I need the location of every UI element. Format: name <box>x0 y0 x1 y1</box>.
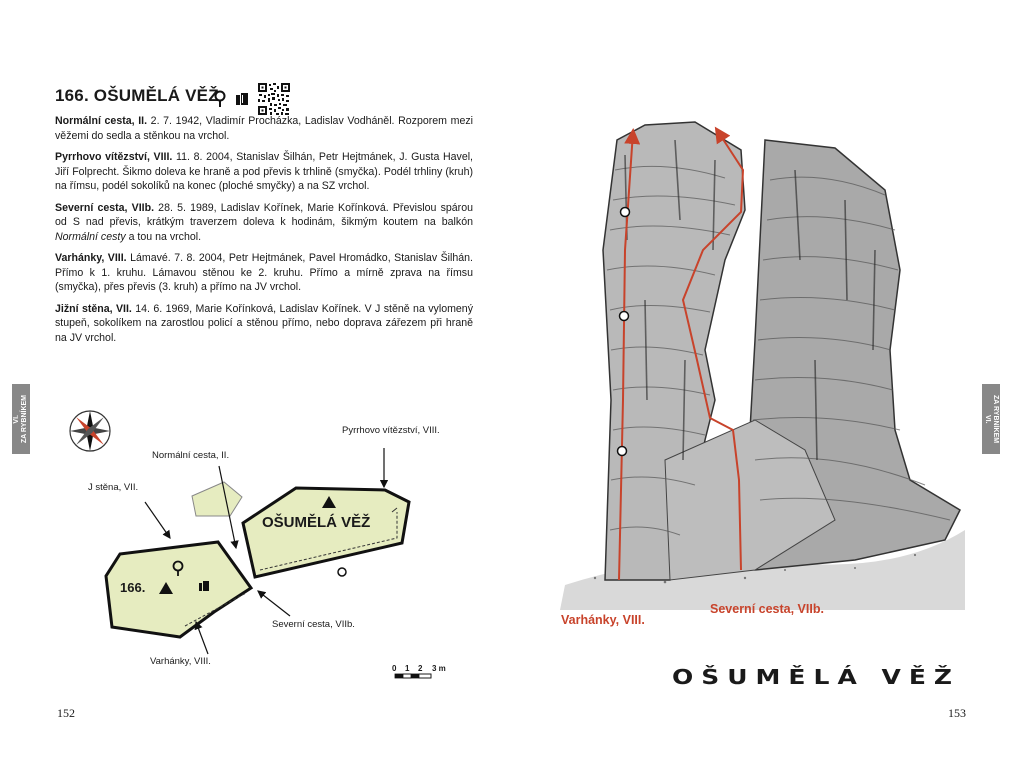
page-number-left: 152 <box>57 706 75 720</box>
scale-bar <box>392 664 446 678</box>
bolt-ring-icon <box>618 447 627 456</box>
map-tower-name: OŠUMĚLÁ VĚŽ <box>262 514 371 531</box>
section-tab-label: ZA RYBNÍKEM <box>992 394 999 444</box>
map-tower-number: 166. <box>120 580 146 595</box>
title-icons <box>213 82 291 116</box>
small-rock-outline <box>192 482 242 516</box>
section-tab-number: VI. <box>13 414 20 424</box>
route-normalni: Normální cesta, II. 2. 7. 1942, Vladimír Procházka, Ladislav Vodháněl. Rozporem mezi věžemi do sedla a stěnkou na vrchol. <box>55 115 473 142</box>
label-normalni: Normální cesta, II. <box>152 450 230 461</box>
svg-text:3 m: 3 m <box>432 664 446 673</box>
label-jstena: J stěna, VII. <box>88 482 139 493</box>
route-severni: Severní cesta, VIIb. 28. 5. 1989, Ladislav Kořínek, Marie Kořínková. Převislou spárou od S nad převis, krátkým traverzem doleva k hodinám, šikmým koutem na balkón Normální cesty a tou na vrchol. <box>55 201 473 243</box>
route-jizni: Jižní stěna, VII. 14. 6. 1969, Marie Kořínková, Ladislav Kořínek. V J stěně na vylomený stupeň, sokolíkem na zarostlou policí a stěnou přímo, nebo doprava zářezem při hraně na JV vrchol. <box>55 302 473 344</box>
label-severni: Severní cesta, VIIb. <box>272 619 355 630</box>
route-pyrrhovo: Pyrrhovo vítězství, VIII. 11. 8. 2004, Stanislav Šilhán, Petr Hejtmánek, J. Gusta Havel, Jiří Folprecht. Šikmo doleva ke hraně a pod převis k trhlině (smyčka). Podél trhliny (kruh) na římsu, podél sokolíků na konec (ploché smyčky) a na SZ vrchol. <box>55 151 474 192</box>
section-tab-number: VI. <box>984 414 991 424</box>
anchor-ring-icon <box>338 568 346 576</box>
tower-map <box>0 380 512 700</box>
tower-name-decorative: OŠUMĚLÁ VĚŽ <box>672 665 961 689</box>
compass-icon <box>70 411 110 451</box>
svg-text:1: 1 <box>405 664 410 673</box>
drawing-label-varhanky: Varhánky, VIII. <box>561 613 645 627</box>
book-icon <box>235 92 249 106</box>
tower-title: 166. OŠUMĚLÁ VĚŽ <box>55 86 219 105</box>
page-number-right: 153 <box>948 706 966 720</box>
route-descriptions <box>55 114 473 352</box>
label-pyrrhovo: Pyrrhovo vítězství, VIII. <box>342 425 440 436</box>
route-varhanky: Varhánky, VIII. Lámavé. 7. 8. 2004, Petr Hejtmánek, Pavel Hromádko, Stanislav Šilhán. Přímo k 1. kruhu. Lámavou stěnou ke 2. kruhu. Přímo a mírně zprava na římsu (smyčka), přes převis (3. kruh) a přímo na JV vrchol. <box>55 252 473 293</box>
section-tab-label: ZA RYBNÍKEM <box>21 394 28 444</box>
label-varhanky: Varhánky, VIII. <box>150 656 211 667</box>
bolt-ring-icon <box>621 208 630 217</box>
svg-text:2: 2 <box>418 664 423 673</box>
tower-drawing <box>555 100 975 630</box>
belay-ring-icon <box>213 90 227 108</box>
qr-code-icon[interactable] <box>257 82 291 116</box>
drawing-label-severni: Severní cesta, VIIb. <box>710 602 824 616</box>
svg-text:0: 0 <box>392 664 397 673</box>
section-tab-right <box>982 384 1000 454</box>
bolt-ring-icon <box>620 312 629 321</box>
